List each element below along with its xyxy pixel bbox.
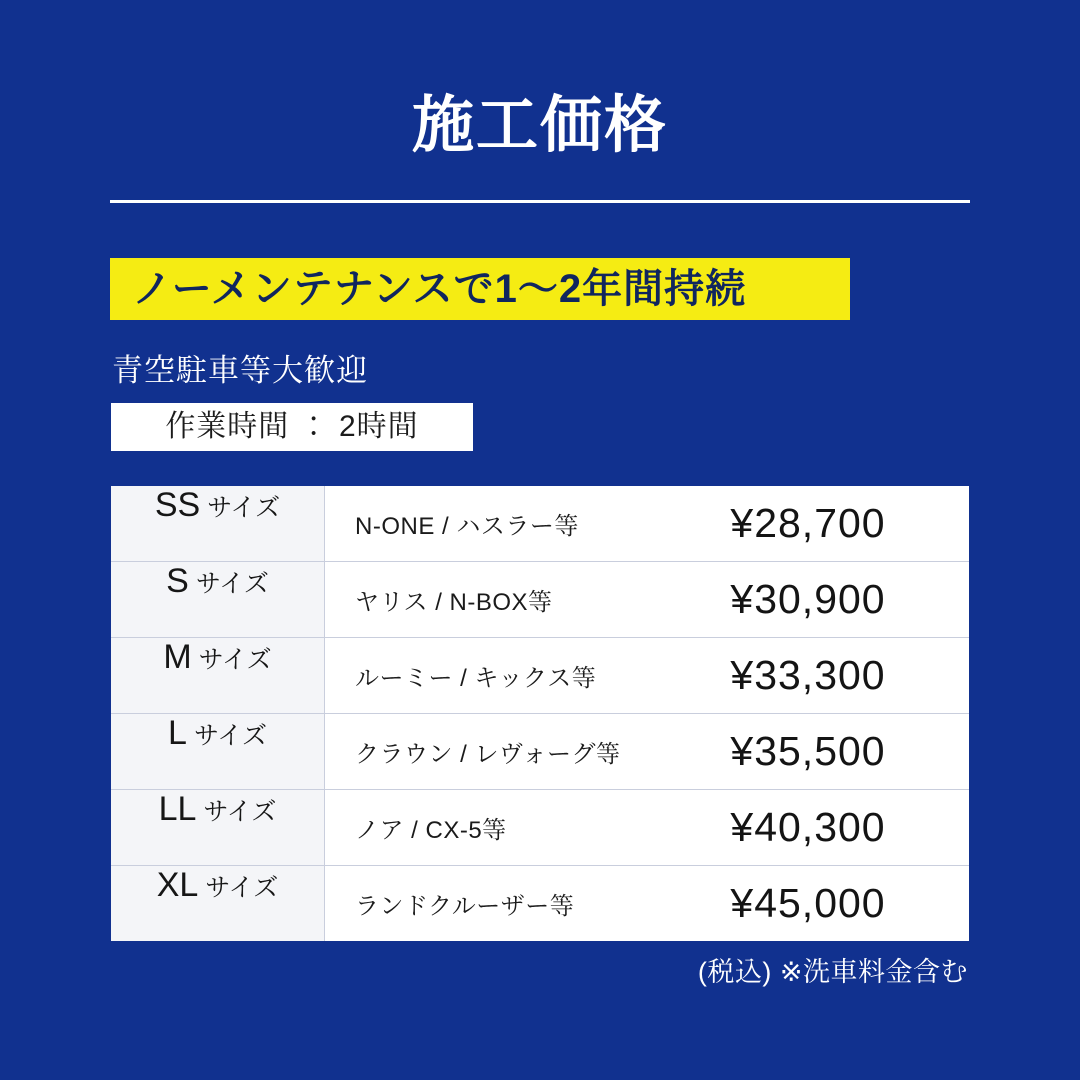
price-table — [111, 486, 969, 941]
size-cell — [111, 790, 325, 865]
price-cell: ¥33,300 — [730, 652, 886, 698]
page-title: 施工価格 — [411, 91, 668, 160]
tax-footnote: (税込) ※洗車料金含む — [697, 957, 968, 987]
size-word: サイズ — [205, 874, 279, 902]
size-word: サイズ — [198, 646, 272, 674]
model-cell: ルーミー / キックス等 — [355, 665, 597, 692]
size-cell — [111, 486, 325, 561]
price-cell: ¥28,700 — [730, 500, 886, 546]
model-cell: ランドクルーザー等 — [355, 893, 575, 920]
size-code: SS — [154, 486, 201, 524]
size-code: LL — [158, 790, 197, 828]
work-time-label: 作業時間 ： 2時間 — [165, 410, 419, 443]
size-code: M — [163, 638, 192, 676]
size-cell — [111, 714, 325, 789]
size-cell — [111, 562, 325, 637]
price-cell: ¥30,900 — [730, 576, 886, 622]
table-row — [111, 638, 969, 714]
table-row — [111, 486, 969, 562]
size-code: XL — [156, 866, 199, 904]
table-row — [111, 866, 969, 941]
work-time-chip — [111, 403, 473, 451]
model-cell: クラウン / レヴォーグ等 — [355, 741, 621, 768]
model-cell: ヤリス / N-BOX等 — [355, 589, 553, 616]
highlight-banner-label: ノーメンテナンスで1〜2年間持続 — [132, 267, 747, 311]
size-word: サイズ — [195, 570, 269, 598]
table-row — [111, 562, 969, 638]
highlight-banner — [110, 258, 850, 320]
sub-note: 青空駐車等大歓迎 — [112, 353, 368, 388]
price-cell: ¥45,000 — [730, 880, 886, 926]
size-word: サイズ — [207, 494, 281, 522]
title-divider — [110, 200, 970, 203]
table-row — [111, 714, 969, 790]
model-cell: ノア / CX-5等 — [355, 817, 507, 844]
size-cell — [111, 866, 325, 941]
size-word: サイズ — [203, 798, 277, 826]
table-row — [111, 790, 969, 866]
size-word: サイズ — [193, 722, 267, 750]
size-cell — [111, 638, 325, 713]
price-cell: ¥40,300 — [730, 804, 886, 850]
size-code: S — [166, 562, 189, 600]
size-code: L — [168, 714, 187, 752]
model-cell: N-ONE / ハスラー等 — [355, 513, 579, 540]
price-cell: ¥35,500 — [730, 728, 886, 774]
